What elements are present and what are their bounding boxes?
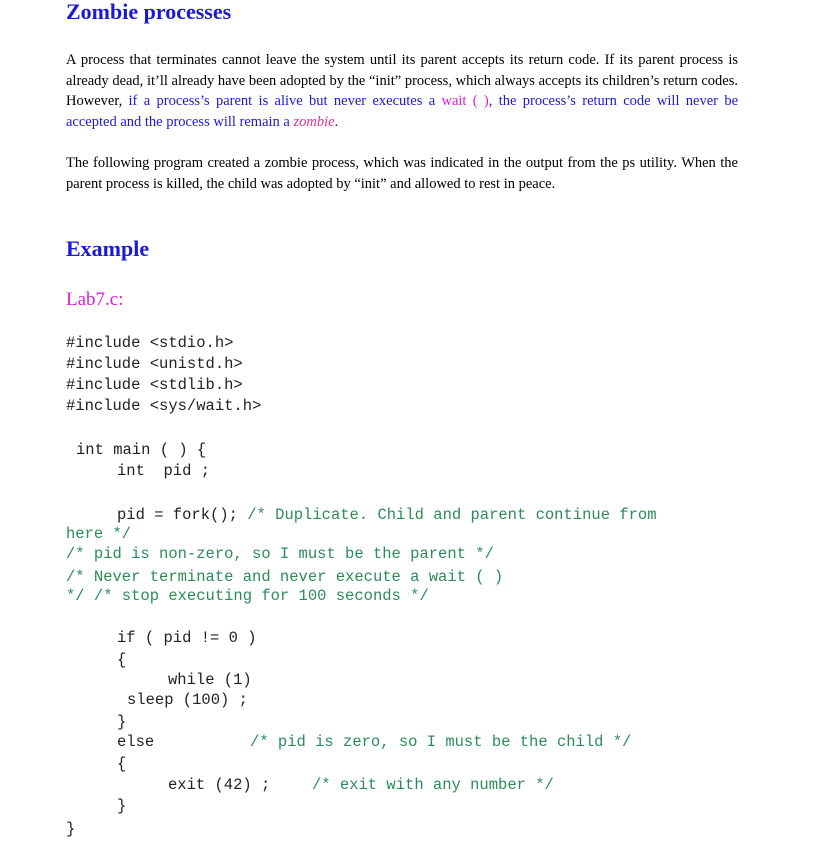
if-statement: if ( pid != 0 ) — [117, 629, 257, 647]
if-open-brace: { — [117, 651, 127, 669]
comment-parent: /* pid is non-zero, so I must be the parent */ — [66, 545, 494, 563]
wait-call: wait ( ) — [441, 93, 489, 109]
fork-statement: pid = fork(); — [117, 506, 248, 524]
intro-text-highlight: if a process’s parent is alive but never executes a — [128, 93, 442, 109]
while-statement: while (1) — [168, 671, 252, 689]
exit-comment: /* exit with any number */ — [312, 776, 554, 794]
else-close-brace: } — [117, 797, 127, 815]
sleep-statement: sleep (100) ; — [127, 691, 248, 709]
example-heading: Example — [66, 236, 150, 261]
intro-text-highlight-2: , the process’s return code will never be accepted and the process will remain a — [66, 93, 739, 130]
else-comment: /* pid is zero, so I must be the child */ — [250, 733, 632, 751]
include-unistd: #include <unistd.h> — [66, 355, 243, 373]
else-statement: else — [117, 733, 155, 751]
page-title: Zombie processes — [66, 0, 232, 24]
fork-comment: /* Duplicate. Child and parent continue from — [247, 506, 657, 524]
intro-text: A process that terminates cannot leave the system until its parent accepts its return code. If its parent process is already dead, it’ll already have been adopted by the “init” process, which always accepts its children’s return codes. However, — [66, 52, 738, 109]
fork-comment-continued: here */ — [66, 525, 132, 543]
include-stdio: #include <stdio.h> — [66, 334, 234, 352]
else-open-brace: { — [117, 755, 127, 773]
pid-declaration: int pid ; — [117, 462, 211, 480]
include-stdlib: #include <stdlib.h> — [66, 376, 243, 394]
filename-label: Lab7.c: — [66, 289, 124, 310]
fork-line — [117, 505, 657, 525]
comment-stop: */ /* stop executing for 100 seconds */ — [66, 587, 429, 605]
include-wait: #include <sys/wait.h> — [66, 397, 262, 415]
zombie-term: zombie — [293, 113, 335, 130]
main-close-brace: } — [66, 820, 76, 838]
if-close-brace: } — [117, 713, 127, 731]
description-paragraph: The following program created a zombie process, which was indicated in the output from the ps utility. When the parent process is killed, the child was adopted by “init” and allowed to rest in peace. — [66, 155, 738, 192]
intro-paragraph — [66, 50, 738, 132]
exit-statement: exit (42) ; — [168, 776, 271, 794]
intro-text-end: . — [334, 113, 339, 130]
comment-never-terminate: /* Never terminate and never execute a wait ( ) — [66, 568, 504, 586]
main-declaration: int main ( ) { — [76, 441, 207, 459]
